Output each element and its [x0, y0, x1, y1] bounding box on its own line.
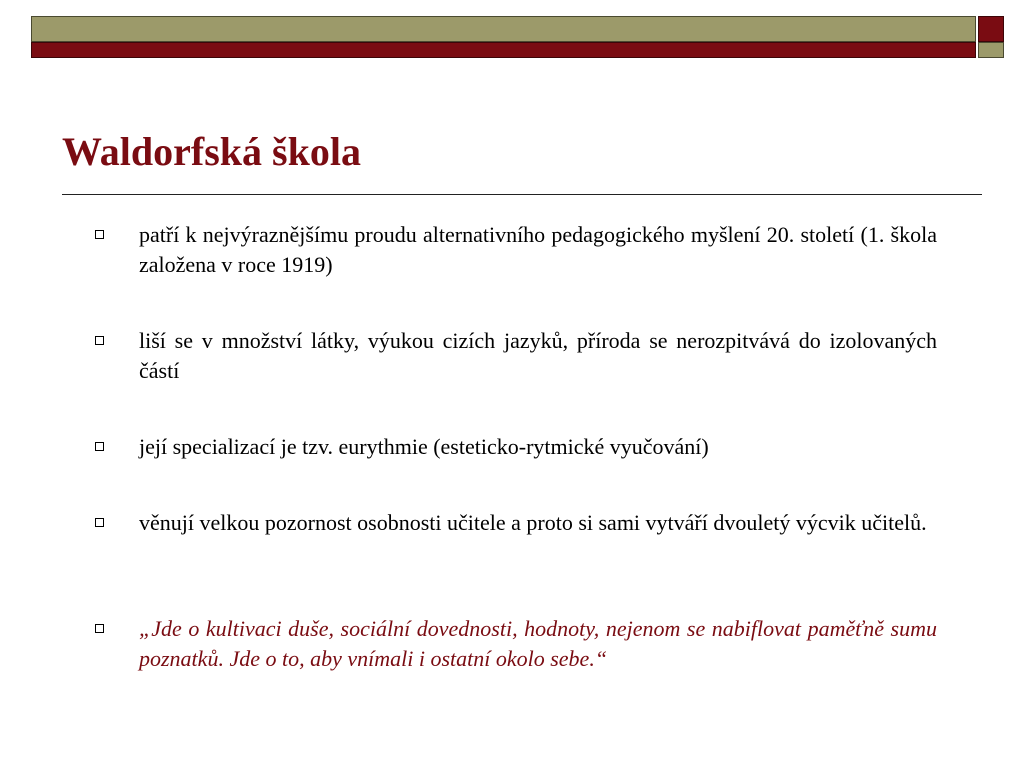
slide-title: Waldorfská škola [62, 129, 361, 174]
header-red-bar [31, 42, 976, 58]
bullet-text: věnují velkou pozornost osobnosti učitele a proto si sami vytváří dvouletý výcvik učitelů. [139, 510, 927, 535]
bullet-item [95, 614, 937, 674]
title-divider [62, 194, 982, 195]
header-olive-square [978, 42, 1004, 58]
bullet-item [95, 220, 937, 280]
header-olive-bar [31, 16, 976, 42]
square-bullet-icon [95, 230, 104, 239]
bullet-item [95, 326, 937, 386]
bullet-quote-text: „Jde o kultivaci duše, sociální dovednosti, hodnoty, nejenom se nabiflovat paměťně sumu poznatků. Jde o to, aby vnímali i ostatní okolo sebe.“ [139, 616, 937, 671]
header-red-square [978, 16, 1004, 42]
bullet-item [95, 508, 937, 538]
square-bullet-icon [95, 624, 104, 633]
square-bullet-icon [95, 336, 104, 345]
square-bullet-icon [95, 442, 104, 451]
bullet-text: patří k nejvýraznějšímu proudu alternativního pedagogického myšlení 20. století (1. škola založena v roce 1919) [139, 222, 937, 277]
bullet-text: liší se v množství látky, výukou cizích jazyků, příroda se nerozpitvává do izolovaných částí [139, 328, 937, 383]
bullet-item [95, 432, 937, 462]
square-bullet-icon [95, 518, 104, 527]
bullet-text: její specializací je tzv. eurythmie (esteticko-rytmické vyučování) [139, 434, 709, 459]
